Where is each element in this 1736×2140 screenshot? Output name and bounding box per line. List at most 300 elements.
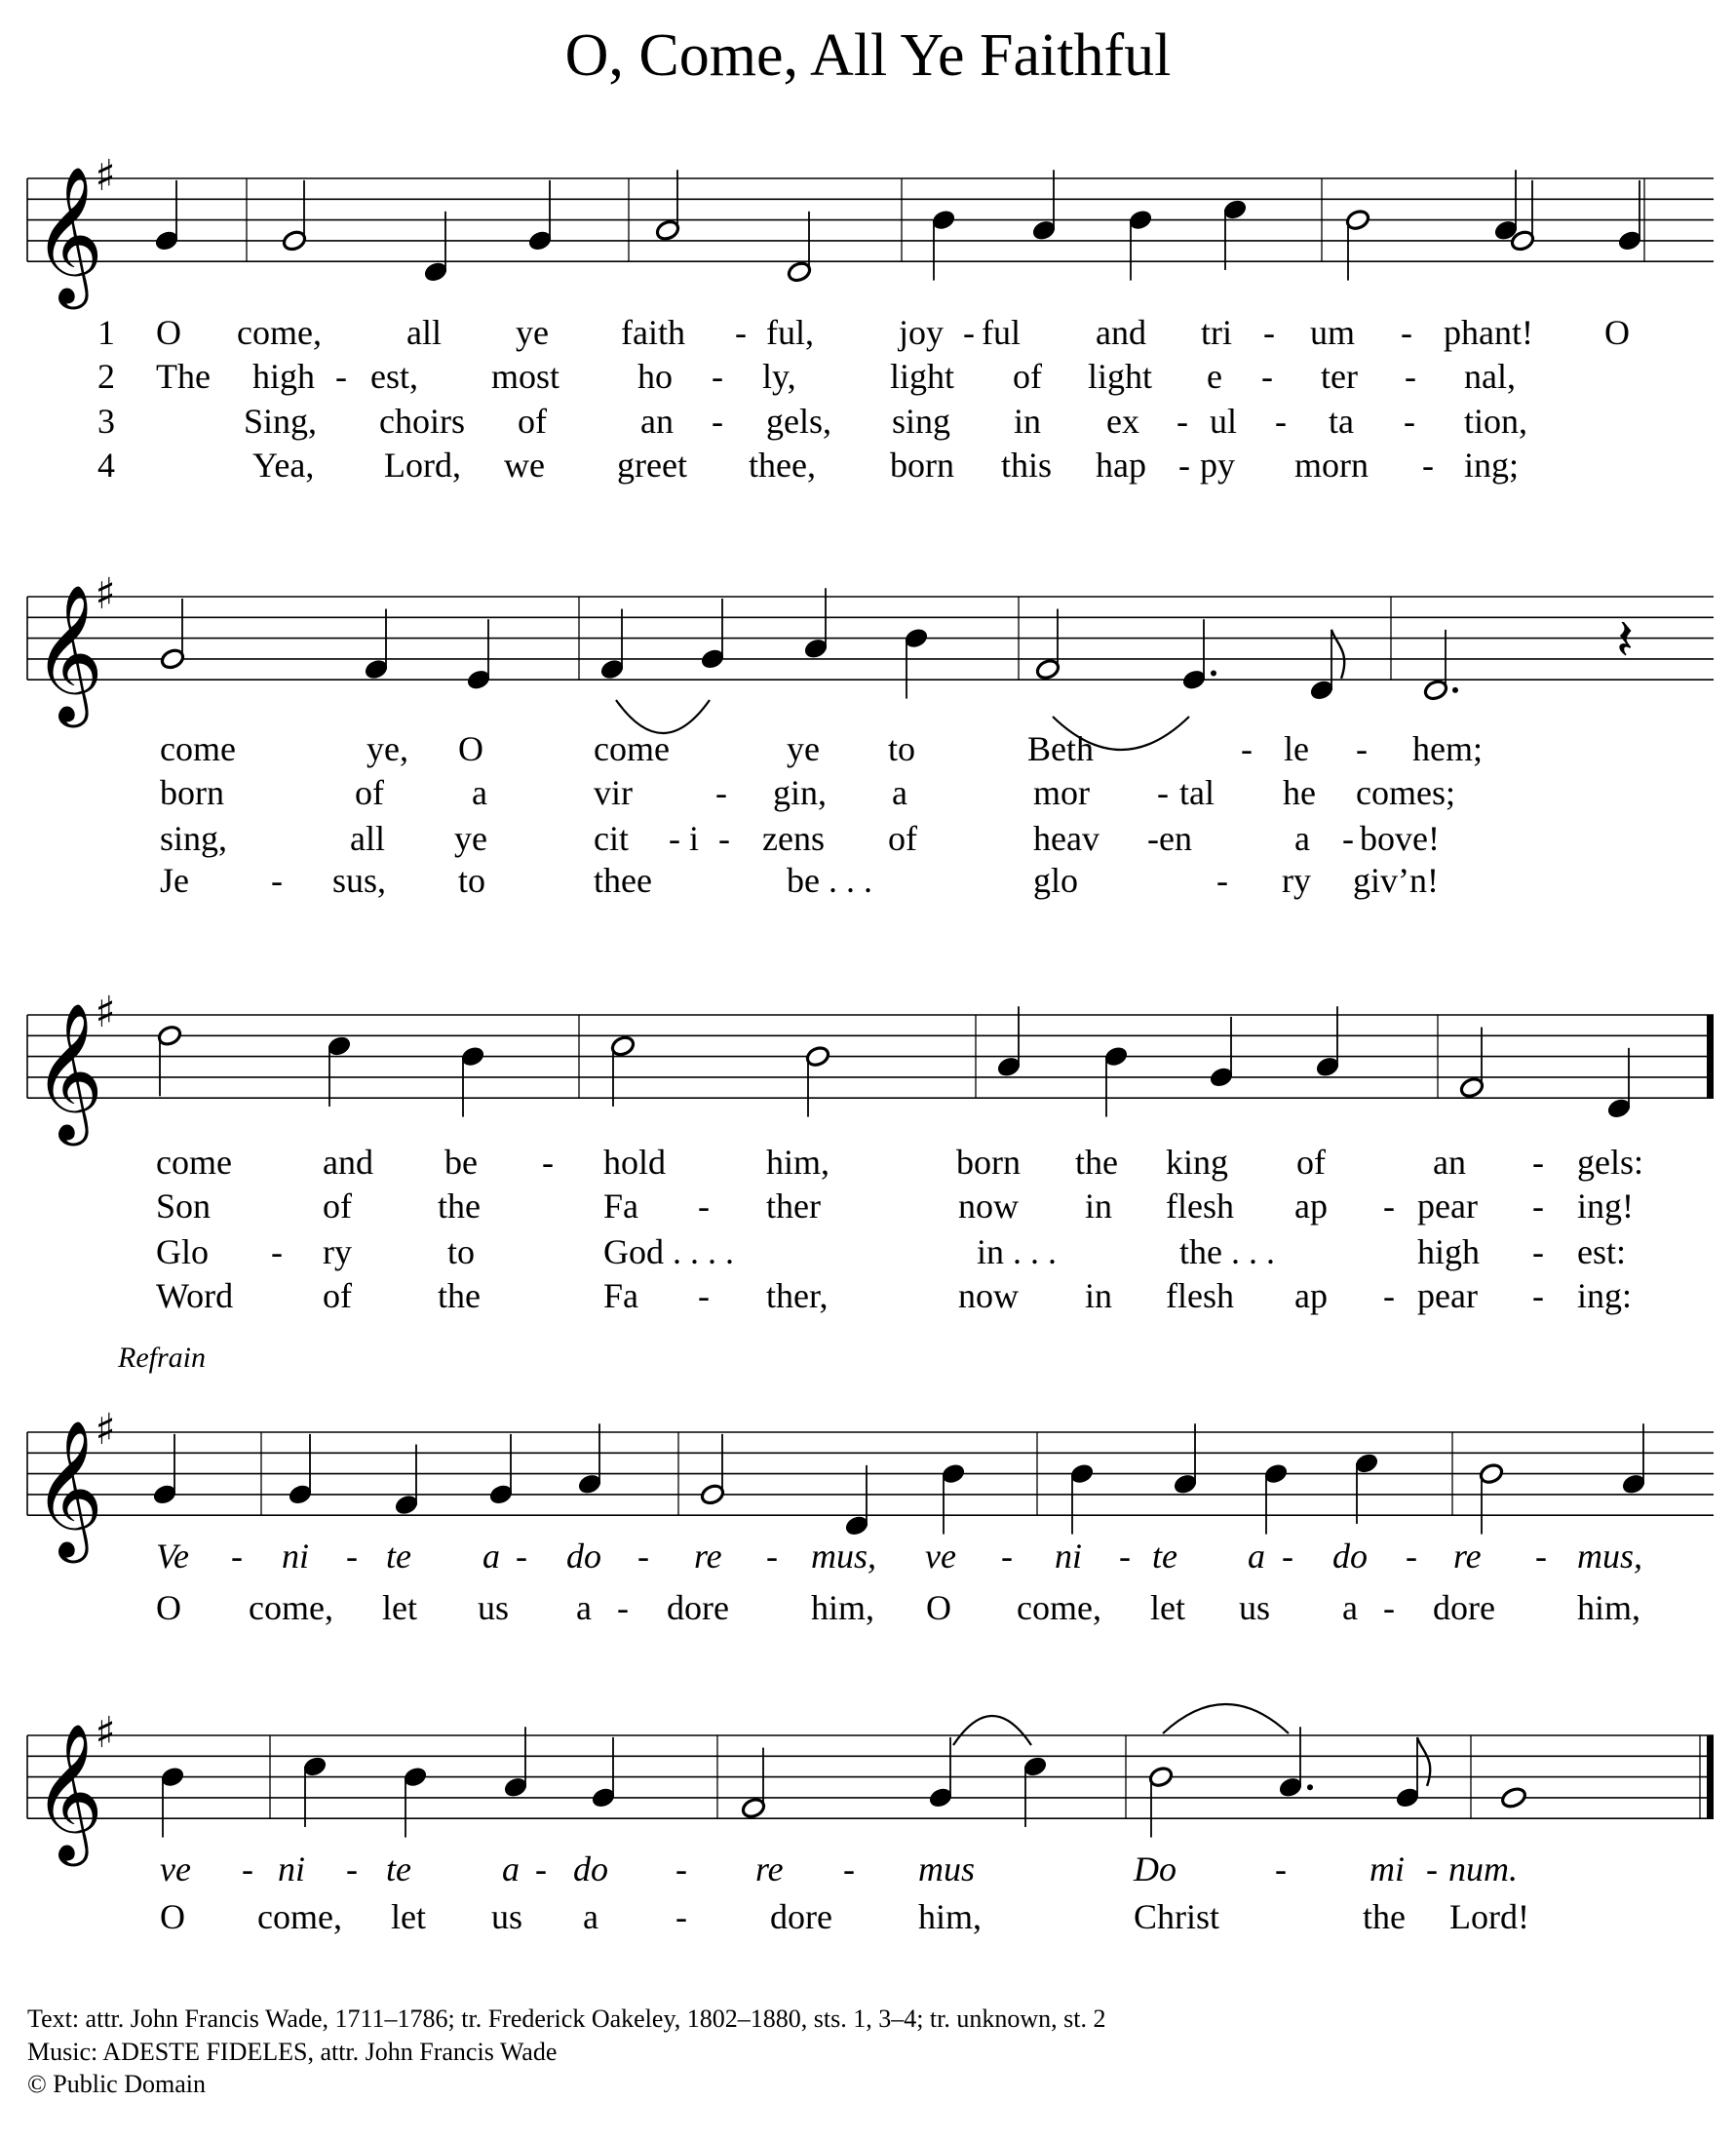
lyric-syllable: glo — [1033, 861, 1079, 900]
hyphen: - — [1147, 819, 1159, 858]
note — [302, 1755, 328, 1827]
lyric-syllable: i — [689, 819, 700, 858]
lyric-syllable: Son — [156, 1187, 212, 1226]
note — [423, 212, 449, 284]
lyric-syllable: of — [323, 1276, 352, 1315]
lyric-syllable: Lord! — [1449, 1897, 1529, 1936]
note — [1500, 1786, 1528, 1810]
note — [1035, 609, 1061, 681]
hyphen: - — [1177, 402, 1188, 441]
lyric-syllable: giv’n! — [1353, 861, 1439, 900]
hyphen: - — [963, 313, 975, 352]
lyric-syllable: let — [391, 1897, 426, 1936]
lyric-syllable: te — [1152, 1537, 1177, 1576]
lyric-syllable: this — [1001, 446, 1053, 485]
note — [805, 1045, 831, 1117]
lyric-syllable: do — [566, 1537, 601, 1576]
note — [904, 627, 930, 699]
lyric-syllable: ni — [282, 1537, 310, 1576]
lyric-syllable: ul — [1210, 402, 1238, 441]
hyphen: - — [1426, 1849, 1438, 1888]
lyric-syllable: ap — [1294, 1187, 1328, 1226]
note — [1278, 1727, 1313, 1799]
treble-clef-icon: 𝄞 — [33, 1419, 104, 1558]
note — [741, 1748, 767, 1820]
lyric-syllable: high — [1417, 1232, 1481, 1271]
lyric-syllable: him, — [811, 1588, 875, 1627]
lyric-syllable: in . . . — [977, 1232, 1058, 1271]
hyphen: - — [1001, 1537, 1013, 1576]
lyric-syllable: come, — [249, 1588, 333, 1627]
lyric-syllable: Ve — [156, 1537, 189, 1576]
lyric-syllable: God . . . . — [603, 1232, 734, 1271]
lyric-syllable: Word — [156, 1276, 234, 1315]
lyric-syllable: phant! — [1444, 313, 1533, 352]
lyric-syllable: king — [1166, 1143, 1229, 1182]
hyphen: - — [637, 1537, 649, 1576]
hyphen: - — [1401, 313, 1412, 352]
slur — [616, 700, 710, 733]
lyric-line — [160, 729, 1483, 768]
hyphen: - — [1241, 729, 1253, 768]
lyric-syllable: re — [694, 1537, 722, 1576]
lyric-syllable: ni — [278, 1849, 306, 1888]
lyric-syllable: do — [573, 1849, 608, 1888]
verse-number: 1 — [97, 313, 115, 352]
lyric-syllable: ye — [454, 819, 487, 858]
hyphen: - — [1275, 402, 1287, 441]
hyphen: - — [1532, 1276, 1544, 1315]
note — [700, 1434, 726, 1506]
note — [1395, 1737, 1431, 1809]
hyphen: - — [1383, 1276, 1395, 1315]
hyphen: - — [231, 1537, 243, 1576]
lyric-syllable: mus, — [1577, 1537, 1643, 1576]
note — [1173, 1423, 1199, 1496]
lyric-syllable: ful, — [766, 313, 814, 352]
hyphen: - — [1356, 729, 1368, 768]
lyric-syllable: ex — [1106, 402, 1139, 441]
lyric-syllable: choirs — [379, 402, 465, 441]
hyphen: - — [675, 1849, 687, 1888]
lyric-syllable: Christ — [1134, 1897, 1220, 1936]
lyric-syllable: O — [458, 729, 483, 768]
note — [160, 1766, 186, 1838]
lyric-syllable: tion, — [1464, 402, 1528, 441]
lyric-syllable: ve — [160, 1849, 191, 1888]
lyric-syllable: come — [160, 729, 236, 768]
lyric-syllable: Sing, — [244, 402, 318, 441]
sharp-icon: ♯ — [95, 151, 116, 201]
hyphen: - — [1404, 402, 1415, 441]
note — [1309, 630, 1345, 702]
lyric-syllable: est: — [1577, 1232, 1626, 1271]
note — [1222, 198, 1249, 270]
lyric-syllable: ye — [787, 729, 820, 768]
lyric-syllable: tri — [1201, 313, 1232, 352]
lyric-syllable: ing; — [1464, 446, 1520, 485]
slur — [953, 1716, 1031, 1745]
lyric-syllable: ye, — [366, 729, 408, 768]
lyric-syllable: the — [1075, 1143, 1118, 1182]
lyric-syllable: to — [458, 861, 486, 900]
lyric-syllable: of — [1013, 357, 1042, 396]
note — [466, 619, 492, 691]
note — [1510, 180, 1536, 253]
hyphen: - — [698, 1276, 710, 1315]
note — [787, 212, 813, 284]
lyric-syllable: gin, — [773, 773, 828, 812]
final-barline — [1707, 1015, 1714, 1098]
lyric-syllable: Je — [160, 861, 189, 900]
note — [1617, 180, 1643, 253]
lyric-syllable: e — [1207, 357, 1222, 396]
lyric-syllable: he — [1283, 773, 1316, 812]
lyric-syllable: in — [1085, 1276, 1113, 1315]
lyric-syllable: him, — [1577, 1588, 1641, 1627]
lyric-line — [156, 1537, 1642, 1576]
lyric-syllable: to — [888, 729, 916, 768]
lyric-syllable: a — [472, 773, 487, 812]
note — [941, 1462, 967, 1535]
staff-system — [27, 1342, 1714, 1627]
note — [154, 180, 180, 253]
lyric-syllable: a — [1294, 819, 1310, 858]
lyric-syllable: mi — [1370, 1849, 1405, 1888]
note — [655, 170, 681, 242]
lyric-syllable: and — [323, 1143, 373, 1182]
eighth-flag — [1331, 630, 1344, 679]
lyric-syllable: um — [1310, 313, 1356, 352]
lyric-syllable: a — [583, 1897, 598, 1936]
lyric-syllable: num. — [1448, 1849, 1518, 1888]
quarter-rest-icon: 𝄽 — [1616, 605, 1634, 673]
note — [700, 599, 726, 671]
hyphen: - — [1405, 357, 1416, 396]
lyric-syllable: of — [518, 402, 547, 441]
hyphen: - — [516, 1537, 527, 1576]
lyric-syllable: ye — [516, 313, 549, 352]
note — [1069, 1462, 1096, 1535]
lyric-syllable: mor — [1033, 773, 1090, 812]
refrain-label: Refrain — [118, 1342, 206, 1374]
lyric-syllable: hold — [603, 1143, 667, 1182]
hyphen: - — [1178, 446, 1190, 485]
hyphen: - — [1275, 1849, 1287, 1888]
lyric-syllable: dore — [1433, 1588, 1495, 1627]
lyric-line — [156, 1276, 1632, 1315]
lyric-syllable: come, — [257, 1897, 342, 1936]
lyric-syllable: thee, — [749, 446, 816, 485]
lyric-syllable: a — [576, 1588, 592, 1627]
hyphen: - — [1422, 446, 1434, 485]
lyric-syllable: Yea, — [252, 446, 315, 485]
hyphen: - — [1261, 357, 1273, 396]
lyric-syllable: cit — [594, 819, 629, 858]
note — [1022, 1755, 1049, 1827]
lyric-syllable: ry — [1282, 861, 1311, 900]
lyric-syllable: thee — [594, 861, 652, 900]
hyphen: - — [1282, 1537, 1293, 1576]
note — [931, 209, 957, 281]
lyric-syllable: flesh — [1166, 1276, 1234, 1315]
hyphen: - — [271, 861, 283, 900]
treble-clef-icon: 𝄞 — [33, 1001, 104, 1141]
lyric-syllable: joy — [899, 313, 945, 352]
note — [803, 588, 829, 660]
lyric-syllable: ing! — [1577, 1187, 1634, 1226]
lyric-syllable: re — [755, 1849, 784, 1888]
hyphen: - — [542, 1143, 554, 1182]
lyric-syllable: te — [386, 1849, 411, 1888]
lyric-syllable: the — [438, 1276, 481, 1315]
lyric-syllable: the — [438, 1187, 481, 1226]
augmentation-dot — [1452, 687, 1458, 693]
note — [1103, 1045, 1130, 1117]
note — [1423, 630, 1458, 702]
staff-system — [27, 151, 1714, 485]
hyphen: - — [669, 819, 680, 858]
lyric-syllable: of — [355, 773, 384, 812]
lyric-syllable: him, — [766, 1143, 830, 1182]
lyric-syllable: vir — [594, 773, 633, 812]
staff-system — [27, 988, 1714, 1315]
lyric-syllable: O — [1604, 313, 1630, 352]
lyric-syllable: be — [444, 1143, 478, 1182]
note — [488, 1434, 515, 1506]
note — [364, 609, 390, 681]
hyphen: - — [843, 1849, 855, 1888]
lyric-syllable: ni — [1055, 1537, 1083, 1576]
lyric-syllable: O — [156, 313, 181, 352]
hyphen: - — [1383, 1187, 1395, 1226]
note — [394, 1445, 420, 1517]
lyric-line — [160, 1897, 1529, 1936]
lyric-syllable: tal — [1179, 773, 1215, 812]
lyric-syllable: O — [926, 1588, 951, 1627]
sharp-icon: ♯ — [95, 1405, 116, 1455]
note — [599, 609, 626, 681]
sharp-icon: ♯ — [95, 1708, 116, 1758]
note — [160, 599, 186, 671]
lyric-syllable: bove! — [1360, 819, 1440, 858]
lyric-syllable: born — [956, 1143, 1021, 1182]
lyric-syllable: high — [252, 357, 316, 396]
lyric-syllable: to — [447, 1232, 476, 1271]
lyric-syllable: us — [491, 1897, 523, 1936]
lyric-line — [97, 357, 1516, 396]
staff-system — [27, 569, 1714, 900]
lyric-syllable: ry — [323, 1232, 352, 1271]
lyric-syllable: comes; — [1356, 773, 1455, 812]
lyric-syllable: greet — [617, 446, 687, 485]
hyphen: - — [346, 1537, 358, 1576]
lyric-syllable: do — [1332, 1537, 1368, 1576]
note — [1479, 1462, 1505, 1535]
sharp-icon: ♯ — [95, 569, 116, 619]
lyric-syllable: come, — [237, 313, 322, 352]
note — [928, 1737, 954, 1809]
lyric-syllable: now — [958, 1187, 1019, 1226]
copyright-notice: © Public Domain — [27, 2070, 206, 2098]
lyric-syllable: now — [958, 1276, 1019, 1315]
lyric-syllable: hem; — [1412, 729, 1483, 768]
note — [610, 1034, 637, 1107]
lyric-syllable: pear — [1417, 1276, 1478, 1315]
lyric-line — [160, 861, 1439, 900]
note — [1181, 619, 1216, 691]
lyric-syllable: come — [156, 1143, 232, 1182]
hyphen: - — [1216, 861, 1228, 900]
eighth-flag — [1417, 1737, 1430, 1786]
lyric-syllable: us — [478, 1588, 510, 1627]
hyphen: - — [735, 313, 747, 352]
lyric-syllable: ful — [982, 313, 1021, 352]
hyphen: - — [1119, 1537, 1131, 1576]
lyric-syllable: ing: — [1577, 1276, 1633, 1315]
lyric-syllable: the . . . — [1179, 1232, 1275, 1271]
hyphen: - — [1535, 1537, 1547, 1576]
lyric-syllable: Beth — [1027, 729, 1094, 768]
lyric-syllable: born — [890, 446, 954, 485]
lyric-syllable: py — [1200, 446, 1235, 485]
note — [1621, 1423, 1647, 1496]
lyric-line — [97, 313, 1630, 352]
lyric-syllable: Fa — [603, 1187, 638, 1226]
hyphen: - — [675, 1897, 687, 1936]
treble-clef-icon: 𝄞 — [33, 1722, 104, 1861]
lyric-syllable: gels, — [766, 402, 831, 441]
lyric-syllable: dore — [667, 1588, 729, 1627]
augmentation-dot — [1307, 1784, 1313, 1790]
note — [288, 1434, 314, 1506]
hyphen: - — [712, 402, 723, 441]
note — [844, 1465, 870, 1537]
hyphen: - — [1532, 1143, 1544, 1182]
lyric-line — [156, 1143, 1643, 1182]
lyric-syllable: ther, — [766, 1276, 829, 1315]
lyric-line — [97, 402, 1527, 441]
final-barline — [1707, 1735, 1714, 1818]
hyphen: - — [1263, 313, 1275, 352]
lyric-syllable: and — [1096, 313, 1146, 352]
note — [1493, 170, 1520, 242]
hyphen: - — [712, 357, 723, 396]
note — [460, 1045, 486, 1117]
lyric-syllable: morn — [1294, 446, 1369, 485]
lyric-syllable: a — [1342, 1588, 1358, 1627]
lyric-line — [156, 1588, 1640, 1627]
note — [1354, 1452, 1380, 1524]
note — [152, 1434, 178, 1506]
lyric-syllable: sing — [892, 402, 951, 441]
note — [157, 1024, 183, 1096]
lyric-syllable: O — [156, 1588, 181, 1627]
note — [327, 1034, 353, 1107]
lyric-syllable: us — [1239, 1588, 1271, 1627]
lyric-syllable: ta — [1329, 402, 1354, 441]
note — [1148, 1766, 1175, 1838]
hyphen: - — [1406, 1537, 1417, 1576]
hyphen: - — [535, 1849, 547, 1888]
lyric-syllable: the — [1363, 1897, 1406, 1936]
lyric-syllable: Lord, — [384, 446, 461, 485]
lyric-syllable: be . . . — [787, 861, 872, 900]
notehead — [1500, 1786, 1528, 1810]
lyric-syllable: nal, — [1464, 357, 1516, 396]
hyphen: - — [718, 819, 730, 858]
lyric-syllable: let — [382, 1588, 417, 1627]
note — [1209, 1017, 1235, 1089]
lyric-syllable: heav — [1033, 819, 1099, 858]
lyric-line — [97, 446, 1519, 485]
hyphen: - — [617, 1588, 629, 1627]
lyric-syllable: in — [1014, 402, 1042, 441]
lyric-syllable: hap — [1096, 446, 1146, 485]
lyric-syllable: all — [406, 313, 442, 352]
lyric-syllable: of — [323, 1187, 352, 1226]
lyric-syllable: born — [160, 773, 224, 812]
lyric-syllable: gels: — [1577, 1143, 1643, 1182]
hyphen: - — [1532, 1187, 1544, 1226]
lyric-syllable: re — [1453, 1537, 1482, 1576]
note — [1031, 170, 1058, 242]
verse-number: 3 — [97, 402, 115, 441]
lyric-syllable: Fa — [603, 1276, 638, 1315]
lyric-syllable: a — [892, 773, 907, 812]
lyric-syllable: of — [888, 819, 917, 858]
lyric-syllable: in — [1085, 1187, 1113, 1226]
lyric-syllable: ve — [925, 1537, 956, 1576]
lyric-line — [156, 1232, 1626, 1271]
lyric-line — [156, 1187, 1634, 1226]
lyric-syllable: est, — [370, 357, 418, 396]
lyric-syllable: light — [890, 357, 955, 396]
augmentation-dot — [1211, 671, 1216, 677]
note — [1128, 209, 1154, 281]
lyric-syllable: ter — [1321, 357, 1358, 396]
note — [527, 180, 554, 253]
note — [1606, 1048, 1633, 1120]
hyphen: - — [766, 1537, 778, 1576]
note — [1315, 1006, 1341, 1078]
note — [282, 180, 308, 253]
note — [591, 1737, 617, 1809]
hyphen: - — [346, 1849, 358, 1888]
lyric-syllable: mus, — [811, 1537, 877, 1576]
lyric-syllable: most — [491, 357, 560, 396]
lyric-syllable: all — [350, 819, 385, 858]
hymn-title: O, Come, All Ye Faithful — [564, 22, 1172, 89]
lyric-syllable: sing, — [160, 819, 228, 858]
hyphen: - — [1532, 1232, 1544, 1271]
lyric-syllable: sus, — [332, 861, 387, 900]
lyric-syllable: light — [1088, 357, 1153, 396]
staff-system — [27, 1704, 1714, 1936]
lyric-syllable: him, — [918, 1897, 983, 1936]
sharp-icon: ♯ — [95, 988, 116, 1037]
lyric-line — [160, 819, 1440, 858]
lyric-syllable: come, — [1017, 1588, 1101, 1627]
lyric-syllable: te — [386, 1537, 411, 1576]
lyric-syllable: ho — [637, 357, 673, 396]
lyric-syllable: of — [1296, 1143, 1326, 1182]
treble-clef-icon: 𝄞 — [33, 583, 104, 722]
hyphen: - — [335, 357, 347, 396]
lyric-syllable: faith — [621, 313, 685, 352]
lyric-syllable: we — [504, 446, 545, 485]
lyric-syllable: O — [160, 1897, 185, 1936]
